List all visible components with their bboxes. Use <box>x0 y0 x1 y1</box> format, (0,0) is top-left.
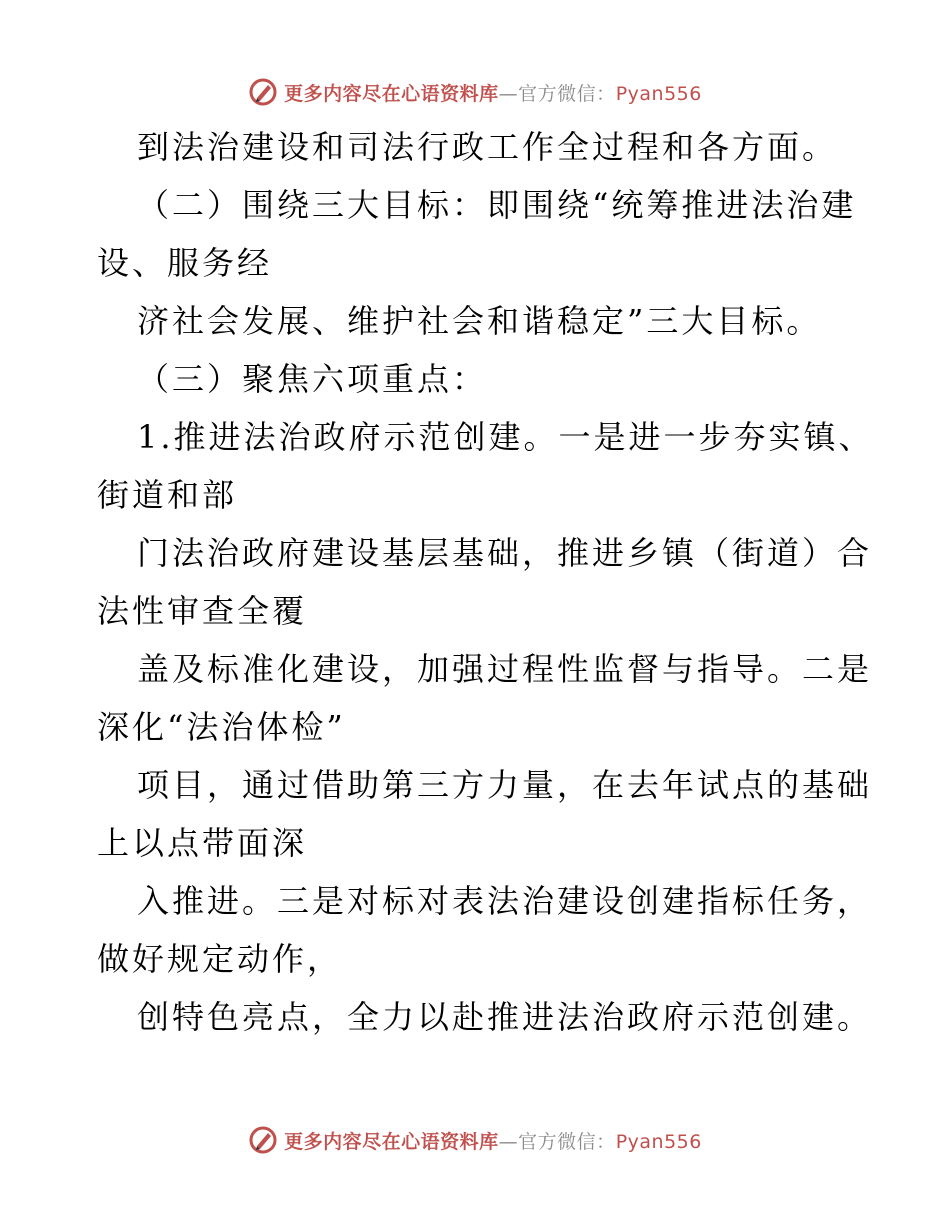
text-line: 到法治建设和司法行政工作全过程和各方面。 <box>137 128 838 166</box>
watermark-text: 更多内容尽在心语资料库—官方微信：Pyan556 <box>284 82 702 105</box>
text-line: 深化“法治体检” <box>97 708 346 746</box>
text-line: 门法治政府建设基层基础，推进乡镇（街道）合 <box>137 534 873 572</box>
watermark-footer <box>0 1120 950 1160</box>
pen-logo-icon <box>248 1125 278 1155</box>
text-line: 创特色亮点，全力以赴推进法治政府示范创建。 <box>137 998 873 1036</box>
text-line: 法性审查全覆 <box>97 592 308 630</box>
text-line: （二）围绕三大目标：即围绕“统筹推进法治建 <box>137 186 857 224</box>
text-line: 盖及标准化建设，加强过程性监督与指导。二是 <box>137 650 873 688</box>
text-line: 街道和部 <box>97 476 238 514</box>
text-line: 设、服务经 <box>97 244 273 282</box>
text-line: 项目，通过借助第三方力量，在去年试点的基础 <box>137 766 873 804</box>
watermark-header <box>0 72 950 112</box>
text-line: 上以点带面深 <box>97 824 308 862</box>
text-line: 做好规定动作， <box>97 940 343 978</box>
text-line: （三）聚焦六项重点： <box>137 360 488 398</box>
text-line: 入推进。三是对标对表法治建设创建指标任务， <box>137 882 873 920</box>
text-line: 济社会发展、维护社会和谐稳定”三大目标。 <box>137 302 822 340</box>
text-line: 1.推进法治政府示范创建。一是进一步夯实镇、 <box>137 418 874 456</box>
watermark-text: 更多内容尽在心语资料库—官方微信：Pyan556 <box>284 1130 702 1153</box>
pen-logo-icon <box>248 77 278 107</box>
